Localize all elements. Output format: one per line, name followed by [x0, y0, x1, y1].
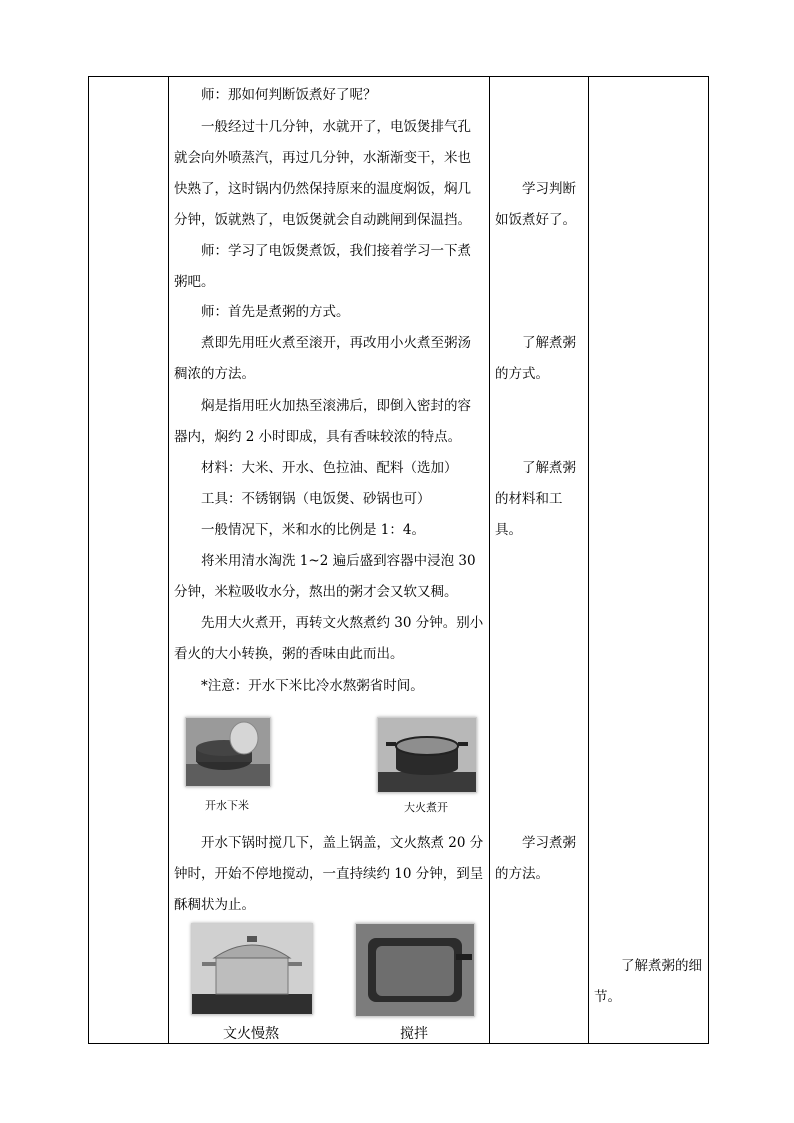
paragraph: 一般情况下，米和水的比例是 1：4。 [201, 522, 425, 538]
paragraph: 师：那如何判断饭煮好了呢？ [201, 87, 377, 103]
photo-caption: 开水下米 [205, 799, 249, 812]
lesson-table [88, 76, 709, 1044]
paragraph: 煮即先用旺火煮至滚开，再改用小火煮至粥汤稠浓的方法。 [174, 335, 471, 382]
design-intent-cell [589, 77, 709, 1044]
paragraph: 师：首先是煮粥的方式。 [201, 304, 350, 320]
boiling-pot-photo [377, 717, 477, 793]
activity-text: 学习判断如饭煮好了。 [495, 181, 576, 228]
teaching-content-cell [169, 77, 490, 1044]
pot-illustration-icon [378, 718, 476, 792]
paragraph: 师：学习了电饭煲煮饭，我们接着学习一下煮粥吧。 [174, 243, 471, 290]
paragraph: 一般经过十几分钟，水就开了，电饭煲排气孔就会向外喷蒸汽，再过几分钟，水渐渐变干，米也快熟了，这时锅内仍然保持原来的温度焖饭，焖几分钟，饭就熟了，电饭煲就会自动跳闸到保温挡。 [174, 119, 471, 228]
paragraph: 将米用清水淘洗 1~2 遍后盛到容器中浸泡 30 分钟，米粒吸收水分，熬出的粥才会又软又稠。 [174, 553, 476, 600]
column-1-cell [89, 77, 169, 1044]
student-activity-cell [490, 77, 589, 1044]
photo-caption: 大火煮开 [404, 801, 448, 814]
simmering-pot-photo [191, 923, 313, 1015]
paragraph: 焖是指用旺火加热至滚沸后，即倒入密封的容器内，焖约 2 小时即成，具有香味较浓的特点。 [174, 398, 471, 445]
photo-caption: 文火慢熬 [223, 1026, 279, 1042]
pot-water-photo [185, 717, 271, 787]
paragraph: 材料：大米、开水、色拉油、配料（选加） [201, 460, 458, 476]
activity-text: 了解煮粥的方式。 [495, 335, 576, 382]
pot-illustration-icon [192, 924, 312, 1014]
paragraph: 先用大火煮开，再转文火熬煮约 30 分钟。别小看火的大小转换，粥的香味由此而出。 [174, 615, 484, 662]
activity-text: 学习煮粥的方法。 [495, 835, 576, 882]
paragraph: *注意：开水下米比冷水熬粥省时间。 [201, 678, 424, 694]
stirring-pot-photo [355, 923, 475, 1017]
paragraph: 工具：不锈钢锅（电饭煲、砂锅也可） [201, 491, 431, 507]
activity-text: 了解煮粥的材料和工具。 [495, 460, 576, 538]
photo-caption: 搅拌 [400, 1026, 428, 1042]
pot-illustration-icon [186, 718, 270, 786]
paragraph: 开水下锅时搅几下，盖上锅盖，文火熬煮 20 分钟时，开始不停地搅动，一直持续约 10 分钟，到呈酥稠状为止。 [174, 835, 484, 913]
pot-illustration-icon [356, 924, 474, 1016]
intent-text: 了解煮粥的细节。 [594, 958, 702, 1005]
